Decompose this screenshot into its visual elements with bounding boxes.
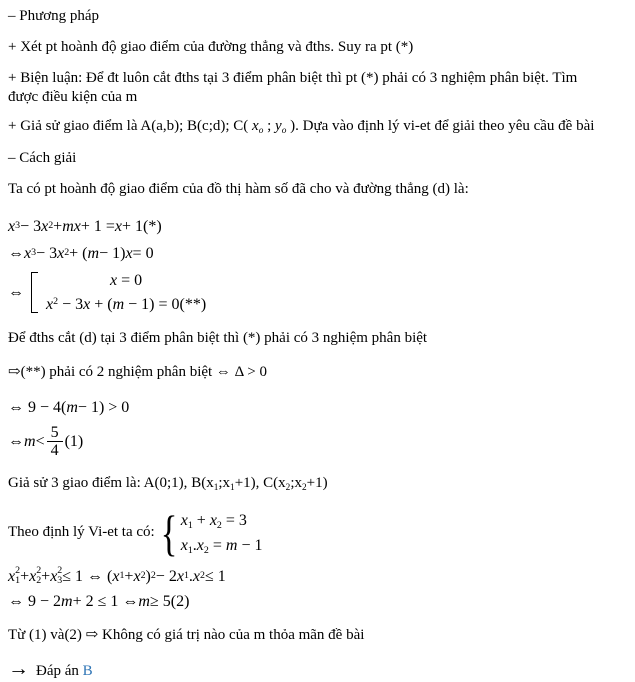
fraction-five-fourths <box>47 424 63 460</box>
m-bound-prefix: ⇔ m < <box>8 433 45 451</box>
conclusion: Từ (1) và(2) ⇨ Không có giá trị nào của m thỏa mãn đề bài <box>8 627 365 644</box>
cases-rows <box>46 270 206 315</box>
m-bound-suffix: (1) <box>64 433 84 451</box>
solution-intro: Ta có pt hoành độ giao điểm của đồ thị hàm số đã cho và đường thẳng (d) là: <box>8 180 469 197</box>
method-section <box>8 7 627 137</box>
cases-equiv-symbol: ⇔ <box>8 283 24 301</box>
method-step-3 <box>8 117 627 137</box>
method-step-2 <box>8 69 627 109</box>
equation-m-bound <box>8 424 627 460</box>
viet-label: Theo định lý Vi-et ta có: <box>8 523 155 540</box>
answer-arrow-icon: → <box>8 655 29 680</box>
method-step-2-line-2: được điều kiện của m <box>8 89 138 106</box>
viet-equations <box>181 510 263 556</box>
solution-title: – Cách giải <box>8 149 77 166</box>
fraction-numerator: 5 <box>47 424 63 443</box>
method-step-3-text-pre: + Giả sử giao điểm là A(a,b); B(c;d); C( <box>8 118 249 135</box>
equation-sum-squares: x 2 1 + x 2 2 + x 2 3 ≤ 1 ⇔ ( x 1 + x 2 ) 2 − 2 x 1 . x 2 ≤ 1 <box>8 565 226 587</box>
cases-row-1: x = 0 <box>110 271 143 289</box>
remark-three-roots: Để đths cắt (d) tại 3 điểm phân biệt thì (*) phải có 3 nghiệm phân biệt <box>8 330 428 347</box>
solution-section <box>8 149 627 682</box>
cases-row-2: $x^2 - 3x + (m - 1) = 0(**)$ <box>46 295 207 313</box>
answer-line <box>8 655 627 682</box>
equation-cases <box>8 270 627 315</box>
fraction-denominator: 4 <box>50 442 59 460</box>
intersection-points: Giả sử 3 giao điểm là: A(0;1), $B(x_1;x_1+1)$, $C(x_2;x_2+1)$ <box>8 474 328 493</box>
viet-sum: $x_1 + x_2 = 3$ <box>180 511 247 531</box>
method-step-1: + Xét pt hoành độ giao điểm của đường thẳng và đths. Suy ra pt (*) <box>8 38 414 55</box>
system-brace: { <box>160 504 178 561</box>
method-title: – Phương pháp <box>8 8 100 24</box>
viet-product: $x_1.x_2 = m - 1$ <box>180 536 263 556</box>
equation-factored: ⇔ x 3 − 3 x 2 + ( m − 1) x = 0 <box>8 244 154 262</box>
equation-m-ge-5: ⇔ 9 − 2 m + 2 ≤ 1 ⇔ m ≥ 5(2) <box>8 593 190 611</box>
answer-value: B <box>82 662 93 679</box>
point-coordinates-formula: $x_o$ ; $y_o$ <box>252 118 287 136</box>
equation-discriminant: ⇔ 9 − 4( m − 1) > 0 <box>8 398 130 416</box>
answer-label: Đáp án <box>36 662 83 679</box>
method-step-2-line-1: + Biện luận: Để đt luôn cắt đths tại 3 điểm phân biệt thì pt (*) phải có 3 nghiệm phân biệt. Tìm <box>8 69 578 86</box>
cases-bracket <box>31 272 38 313</box>
viet-system <box>8 504 627 561</box>
method-step-3-text-post: ). Dựa vào định lý vi-et để giải theo yêu cầu đề bài <box>290 118 595 135</box>
equation-intersection: x 3 − 3 x 2 + mx + 1 = x + 1(*) <box>8 217 162 235</box>
remark-discriminant: ⇨(**) phải có 2 nghiệm phân biệt ⇔ Δ > 0 <box>8 363 267 380</box>
